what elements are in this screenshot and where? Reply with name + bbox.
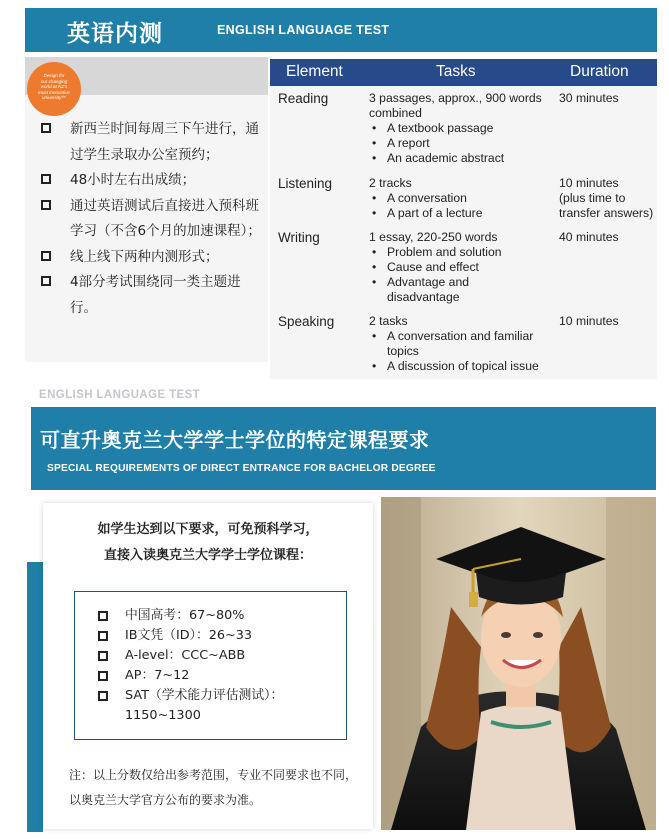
- task-bullet: • A discussion of topical issue: [369, 359, 549, 374]
- requirements-list: [95, 606, 320, 726]
- task-line: 2 tracks: [369, 176, 412, 190]
- row-tasks: [369, 91, 549, 166]
- list-item: [95, 646, 320, 666]
- row-duration: [559, 230, 657, 245]
- panel-accent-bar: [27, 562, 43, 832]
- row-duration: [559, 91, 657, 106]
- list-item: [95, 686, 320, 726]
- list-item: [38, 270, 266, 321]
- row-element: Reading: [278, 91, 329, 106]
- banner-title-en: ENGLISH LANGUAGE TEST: [217, 23, 390, 37]
- header-duration: Duration: [570, 63, 629, 80]
- checkbox-icon: [41, 174, 51, 184]
- task-bullet: • Cause and effect: [369, 260, 549, 275]
- badge-line: world at NZ's: [40, 84, 68, 90]
- checkbox-icon: [41, 123, 51, 133]
- badge-line: Design for: [43, 73, 65, 78]
- row-tasks: [369, 314, 549, 374]
- list-item-text: 线上线下两种内测形式；: [70, 248, 219, 265]
- task-bullet: • Problem and solution: [369, 245, 549, 260]
- list-item-text: 48小时左右出成绩；: [70, 172, 196, 188]
- header-element: Element: [286, 63, 343, 80]
- list-item: [38, 194, 266, 245]
- list-item: [38, 117, 266, 168]
- task-bullet: • A textbook passage: [369, 121, 549, 136]
- list-item-text: A-level：CCC~ABB: [125, 648, 246, 663]
- row-tasks: [369, 176, 549, 221]
- checkbox-icon: [98, 611, 108, 621]
- row-element: Writing: [278, 230, 320, 245]
- task-line: 1 essay, 220-250 words: [369, 230, 498, 244]
- header-tasks: Tasks: [436, 63, 476, 80]
- duration-line: 40 minutes: [559, 230, 619, 244]
- list-item-text: AP：7~12: [125, 668, 190, 683]
- task-bullet: • An academic abstract: [369, 151, 549, 166]
- duration-line: 10 minutes: [559, 314, 619, 328]
- list-item-text: SAT（学术能力评估测试）：1150~1300: [125, 688, 284, 723]
- duration-line: 10 minutes: [559, 176, 619, 190]
- list-item: [38, 245, 266, 271]
- duration-line: (plus time to: [559, 191, 626, 205]
- checkbox-icon: [98, 631, 108, 641]
- list-item: [95, 606, 320, 626]
- duration-line: transfer answers): [559, 206, 654, 220]
- section-label: ENGLISH LANGUAGE TEST: [39, 389, 201, 401]
- badge-line: our changing: [40, 78, 68, 84]
- top-banner: [25, 8, 657, 52]
- checkbox-icon: [41, 200, 51, 210]
- task-line: 2 tasks: [369, 314, 408, 328]
- requirements-heading: 如学生达到以下要求，可免预科学习，: [97, 522, 319, 537]
- duration-line: 30 minutes: [559, 91, 619, 105]
- checkbox-icon: [98, 671, 108, 681]
- task-bullet: • A report: [369, 136, 549, 151]
- row-tasks: [369, 230, 549, 305]
- checkbox-icon: [98, 651, 108, 661]
- banner-title-zh: 英语内测: [67, 21, 163, 47]
- row-duration: [559, 176, 657, 221]
- checkbox-icon: [41, 276, 51, 286]
- list-item: [38, 168, 266, 194]
- task-line: 3 passages, approx., 900 words: [369, 91, 542, 105]
- requirements-title-zh: 可直升奥克兰大学学士学位的特定课程要求: [40, 428, 430, 452]
- badge-line: most innovative: [38, 89, 70, 95]
- university-badge: [27, 62, 81, 116]
- table-header: [270, 59, 657, 86]
- list-item-text: IB文凭（ID）：26~33: [125, 628, 253, 643]
- test-elements-table: [270, 59, 657, 379]
- row-element: Speaking: [278, 314, 335, 329]
- list-item-text: 新西兰时间每周三下午进行，通过学生录取办公室预约；: [70, 121, 259, 163]
- requirements-panel: [43, 503, 373, 829]
- task-bullet: • A conversation: [369, 191, 549, 206]
- row-element: Listening: [278, 176, 333, 191]
- requirements-note: 注：以上分数仅给出参考范围，专业不同要求也不同，以奥克兰大学官方公布的要求为准。: [69, 768, 358, 807]
- list-item-text: 通过英语测试后直接进入预科班学习（不含6个月的加速课程）；: [70, 197, 261, 239]
- intro-list: [38, 117, 266, 321]
- task-bullet: • A conversation and familiar topics: [369, 329, 549, 359]
- requirements-banner: [31, 407, 656, 490]
- requirements-title-en: SPECIAL REQUIREMENTS OF DIRECT ENTRANCE FOR BACHELOR DEGREE: [47, 463, 436, 474]
- task-bullet: • A part of a lecture: [369, 206, 549, 221]
- requirements-heading: 直接入读奥克兰大学学士学位课程：: [103, 548, 312, 563]
- checkbox-icon: [41, 251, 51, 261]
- list-item-text: 4部分考试围绕同一类主题进行。: [70, 274, 241, 316]
- requirements-box: [74, 591, 347, 740]
- graduate-photo: [381, 497, 656, 830]
- list-item: [95, 626, 320, 646]
- list-item: [95, 666, 320, 686]
- task-bullet: • Advantage and disadvantage: [369, 275, 549, 305]
- list-item-text: 中国高考：67~80%: [125, 608, 245, 623]
- badge-line: university™: [42, 95, 66, 101]
- checkbox-icon: [98, 691, 108, 701]
- row-duration: [559, 314, 657, 329]
- task-line: combined: [369, 106, 422, 120]
